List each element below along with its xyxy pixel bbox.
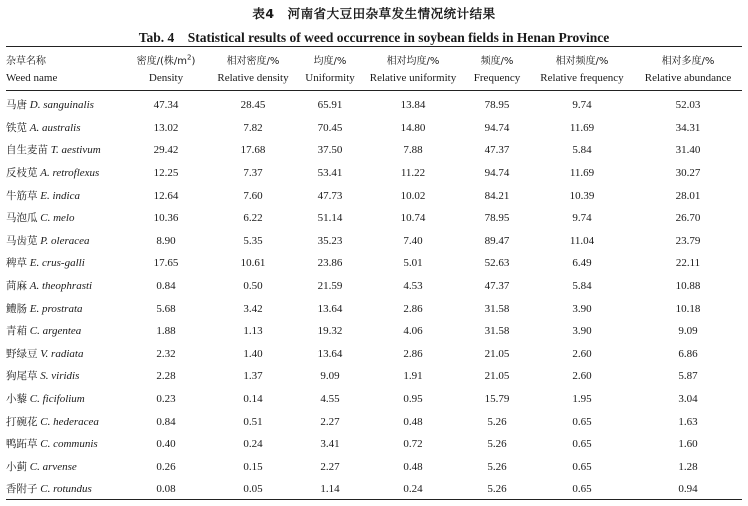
cell-relative-abundance: 52.03 xyxy=(675,99,701,112)
weed-chinese-name: 反枝苋 xyxy=(6,167,38,180)
cell-relative-density: 0.51 xyxy=(243,415,263,428)
weed-chinese-name: 马齿苋 xyxy=(6,234,38,247)
weed-scientific-name: C. rotundus xyxy=(40,483,92,496)
table-row xyxy=(6,343,742,366)
cell-relative-abundance: 28.01 xyxy=(675,189,701,202)
cell-relative-abundance: 10.18 xyxy=(675,302,701,315)
table-row xyxy=(6,297,742,320)
cell-relative-abundance: 0.94 xyxy=(678,483,698,496)
cell-relative-frequency: 0.65 xyxy=(572,438,592,451)
cell-density: 0.23 xyxy=(156,393,176,406)
cell-density: 2.28 xyxy=(156,370,176,383)
weed-scientific-name: A. theophrasti xyxy=(29,280,93,293)
cell-weed-name xyxy=(6,139,124,162)
cell-relative-uniformity: 0.24 xyxy=(403,483,423,496)
weed-chinese-name: 稗草 xyxy=(6,257,27,270)
cell-relative-frequency: 5.84 xyxy=(572,144,592,157)
weed-scientific-name: E. crus-galli xyxy=(29,257,85,270)
cell-weed-name xyxy=(6,252,124,275)
cell-relative-frequency: 0.65 xyxy=(572,460,592,473)
weed-scientific-name: C. melo xyxy=(40,212,75,225)
table-row xyxy=(6,252,742,275)
cell-relative-frequency: 0.65 xyxy=(572,415,592,428)
cell-density: 0.08 xyxy=(156,483,176,496)
cell-relative-frequency: 3.90 xyxy=(572,325,592,338)
cell-density: 12.25 xyxy=(153,167,179,180)
cell-relative-frequency: 2.60 xyxy=(572,347,592,360)
cell-weed-name xyxy=(6,275,124,298)
cell-weed-name xyxy=(6,184,124,207)
cell-relative-density: 7.60 xyxy=(243,189,263,202)
cell-relative-density: 7.37 xyxy=(243,167,263,180)
cell-relative-frequency: 6.49 xyxy=(572,257,592,270)
table-row xyxy=(6,478,742,501)
table-row xyxy=(6,162,742,185)
weed-chinese-name: 牛筋草 xyxy=(6,189,38,202)
cell-uniformity: 47.73 xyxy=(317,189,343,202)
cell-frequency: 5.26 xyxy=(487,483,507,496)
table-row xyxy=(6,365,742,388)
cell-relative-abundance: 1.28 xyxy=(678,460,698,473)
cell-relative-frequency: 1.95 xyxy=(572,393,592,406)
cell-relative-uniformity: 11.22 xyxy=(400,167,426,180)
cell-relative-uniformity: 10.02 xyxy=(400,189,426,202)
cell-uniformity: 70.45 xyxy=(317,121,343,134)
weed-chinese-name: 香附子 xyxy=(6,483,38,496)
table-row xyxy=(6,320,742,343)
header-row xyxy=(6,51,742,91)
cell-frequency: 84.21 xyxy=(484,189,510,202)
cell-relative-density: 3.42 xyxy=(243,302,263,315)
cell-frequency: 52.63 xyxy=(484,257,510,270)
column-header-uniformity: 均度/% Uniformity xyxy=(305,56,355,84)
cell-density: 5.68 xyxy=(156,302,176,315)
cell-weed-name xyxy=(6,297,124,320)
table-row xyxy=(6,230,742,253)
cell-frequency: 94.74 xyxy=(484,167,510,180)
cell-relative-uniformity: 7.88 xyxy=(403,144,423,157)
weed-chinese-name: 打碗花 xyxy=(6,415,38,428)
cell-weed-name xyxy=(6,207,124,230)
cell-relative-density: 1.13 xyxy=(243,325,263,338)
cell-uniformity: 13.64 xyxy=(317,347,343,360)
weed-chinese-name: 野绿豆 xyxy=(6,347,38,360)
cell-density: 0.84 xyxy=(156,415,176,428)
cell-relative-frequency: 11.04 xyxy=(569,234,595,247)
weed-scientific-name: D. sanguinalis xyxy=(29,99,94,112)
cell-uniformity: 19.32 xyxy=(317,325,343,338)
table-row xyxy=(6,456,742,479)
weed-chinese-name: 自生麦苗 xyxy=(6,144,48,157)
table-row xyxy=(6,410,742,433)
top-rule xyxy=(6,46,742,47)
cell-uniformity: 2.27 xyxy=(320,415,340,428)
cell-relative-density: 10.61 xyxy=(240,257,266,270)
cell-relative-frequency: 3.90 xyxy=(572,302,592,315)
cell-relative-frequency: 10.39 xyxy=(569,189,595,202)
weed-scientific-name: C. ficifolium xyxy=(29,393,85,406)
cell-frequency: 5.26 xyxy=(487,438,507,451)
cell-relative-density: 1.37 xyxy=(243,370,263,383)
cell-density: 0.40 xyxy=(156,438,176,451)
cell-weed-name xyxy=(6,117,124,140)
cell-relative-frequency: 0.65 xyxy=(572,483,592,496)
cell-uniformity: 13.64 xyxy=(317,302,343,315)
cell-relative-density: 6.22 xyxy=(243,212,263,225)
cell-weed-name xyxy=(6,230,124,253)
weed-scientific-name: P. oleracea xyxy=(40,234,90,247)
cell-frequency: 47.37 xyxy=(484,144,510,157)
weed-scientific-name: C. arvense xyxy=(29,460,77,473)
cell-relative-abundance: 30.27 xyxy=(675,167,701,180)
cell-density: 12.64 xyxy=(153,189,179,202)
column-header-frequency: 频度/% Frequency xyxy=(473,56,521,84)
cell-frequency: 5.26 xyxy=(487,415,507,428)
weed-scientific-name: C. communis xyxy=(40,438,98,451)
weed-chinese-name: 铁苋 xyxy=(6,121,27,134)
cell-frequency: 89.47 xyxy=(484,234,510,247)
cell-relative-density: 0.50 xyxy=(243,280,263,293)
cell-frequency: 31.58 xyxy=(484,325,510,338)
table-row xyxy=(6,207,742,230)
cell-relative-abundance: 6.86 xyxy=(678,347,698,360)
cell-uniformity: 65.91 xyxy=(317,99,343,112)
cell-relative-uniformity: 0.95 xyxy=(403,393,423,406)
cell-relative-frequency: 11.69 xyxy=(569,167,595,180)
weed-chinese-name: 小蓟 xyxy=(6,460,27,473)
cell-relative-uniformity: 4.53 xyxy=(403,280,423,293)
column-header-relative-abundance: 相对多度/% Relative abundance xyxy=(644,56,732,84)
cell-uniformity: 53.41 xyxy=(317,167,343,180)
weed-chinese-name: 马唐 xyxy=(6,99,27,112)
cell-relative-uniformity: 7.40 xyxy=(403,234,423,247)
cell-density: 47.34 xyxy=(153,99,179,112)
cell-relative-uniformity: 1.91 xyxy=(403,370,423,383)
cell-relative-uniformity: 10.74 xyxy=(400,212,426,225)
column-header-relative-uniformity: 相对均度/% Relative uniformity xyxy=(369,56,457,84)
cell-frequency: 21.05 xyxy=(484,347,510,360)
cell-relative-uniformity: 2.86 xyxy=(403,347,423,360)
cell-relative-uniformity: 13.84 xyxy=(400,99,426,112)
cell-relative-density: 0.15 xyxy=(243,460,263,473)
cell-relative-density: 0.14 xyxy=(243,393,263,406)
cell-frequency: 5.26 xyxy=(487,460,507,473)
cell-frequency: 47.37 xyxy=(484,280,510,293)
cell-relative-density: 0.05 xyxy=(243,483,263,496)
cell-uniformity: 1.14 xyxy=(320,483,340,496)
cell-relative-uniformity: 2.86 xyxy=(403,302,423,315)
cell-uniformity: 23.86 xyxy=(317,257,343,270)
weed-scientific-name: C. argentea xyxy=(29,325,82,338)
cell-weed-name xyxy=(6,410,124,433)
table-row xyxy=(6,433,742,456)
cell-density: 13.02 xyxy=(153,121,179,134)
cell-relative-abundance: 34.31 xyxy=(675,121,701,134)
cell-weed-name xyxy=(6,91,124,117)
column-header-relative-frequency: 相对频度/% Relative frequency xyxy=(540,56,624,84)
column-header-density: 密度/(株$/m^2$) Density xyxy=(136,53,196,84)
cell-relative-abundance: 1.63 xyxy=(678,415,698,428)
cell-uniformity: 4.55 xyxy=(320,393,340,406)
weed-scientific-name: T. aestivum xyxy=(50,144,101,157)
cell-weed-name xyxy=(6,433,124,456)
cell-frequency: 31.58 xyxy=(484,302,510,315)
cell-weed-name xyxy=(6,456,124,479)
cell-relative-frequency: 11.69 xyxy=(569,121,595,134)
weed-chinese-name: 小藜 xyxy=(6,393,27,406)
table-row xyxy=(6,117,742,140)
weed-chinese-name: 苘麻 xyxy=(6,280,27,293)
cell-density: 2.32 xyxy=(156,347,176,360)
cell-density: 1.88 xyxy=(156,325,176,338)
cell-density: 0.26 xyxy=(156,460,176,473)
weed-scientific-name: C. hederacea xyxy=(40,415,99,428)
cell-relative-density: 0.24 xyxy=(243,438,263,451)
cell-weed-name xyxy=(6,478,124,501)
cell-relative-uniformity: 0.72 xyxy=(403,438,423,451)
weed-statistics-table xyxy=(6,51,742,501)
weed-chinese-name: 鳢肠 xyxy=(6,302,27,315)
cell-uniformity: 9.09 xyxy=(320,370,340,383)
weed-scientific-name: E. indica xyxy=(40,189,80,202)
cell-relative-density: 28.45 xyxy=(240,99,266,112)
column-header-weed-name: 杂草名称 Weed name xyxy=(6,56,58,84)
cell-frequency: 94.74 xyxy=(484,121,510,134)
weed-scientific-name: A. australis xyxy=(29,121,81,134)
table-row xyxy=(6,91,742,117)
cell-relative-frequency: 5.84 xyxy=(572,280,592,293)
cell-relative-abundance: 5.87 xyxy=(678,370,698,383)
cell-density: 10.36 xyxy=(153,212,179,225)
cell-weed-name xyxy=(6,162,124,185)
weed-scientific-name: S. viridis xyxy=(40,370,80,383)
cell-relative-frequency: 2.60 xyxy=(572,370,592,383)
weed-scientific-name: E. prostrata xyxy=(29,302,83,315)
table-title-chinese: 表4 河南省大豆田杂草发生情况统计结果 xyxy=(252,6,496,21)
table-row xyxy=(6,139,742,162)
cell-relative-abundance: 26.70 xyxy=(675,212,701,225)
cell-relative-density: 7.82 xyxy=(243,121,263,134)
weed-chinese-name: 马泡瓜 xyxy=(6,212,38,225)
table-row xyxy=(6,388,742,411)
cell-relative-abundance: 31.40 xyxy=(675,144,701,157)
cell-density: 29.42 xyxy=(153,144,179,157)
cell-relative-uniformity: 4.06 xyxy=(403,325,423,338)
cell-relative-frequency: 9.74 xyxy=(572,99,592,112)
table-row xyxy=(6,275,742,298)
cell-uniformity: 37.50 xyxy=(317,144,343,157)
cell-frequency: 78.95 xyxy=(484,99,510,112)
cell-uniformity: 35.23 xyxy=(317,234,343,247)
cell-weed-name xyxy=(6,320,124,343)
cell-uniformity: 21.59 xyxy=(317,280,343,293)
cell-relative-density: 5.35 xyxy=(243,234,263,247)
table-title-english: Tab. 4 Statistical results of weed occurrence in soybean fields in Henan Province xyxy=(138,30,610,45)
cell-relative-density: 17.68 xyxy=(240,144,266,157)
table-body xyxy=(6,91,742,501)
cell-relative-abundance: 9.09 xyxy=(678,325,698,338)
weed-chinese-name: 青葙 xyxy=(6,325,27,338)
cell-relative-abundance: 1.60 xyxy=(678,438,698,451)
cell-relative-abundance: 23.79 xyxy=(675,234,701,247)
cell-relative-uniformity: 0.48 xyxy=(403,460,423,473)
cell-frequency: 21.05 xyxy=(484,370,510,383)
cell-density: 0.84 xyxy=(156,280,176,293)
cell-weed-name xyxy=(6,343,124,366)
cell-relative-uniformity: 14.80 xyxy=(400,121,426,134)
cell-relative-abundance: 22.11 xyxy=(675,257,701,270)
cell-density: 8.90 xyxy=(156,234,176,247)
cell-relative-density: 1.40 xyxy=(243,347,263,360)
cell-uniformity: 51.14 xyxy=(317,212,343,225)
cell-relative-abundance: 3.04 xyxy=(678,393,698,406)
cell-uniformity: 3.41 xyxy=(320,438,340,451)
cell-weed-name xyxy=(6,365,124,388)
weed-chinese-name: 狗尾草 xyxy=(6,370,38,383)
cell-frequency: 78.95 xyxy=(484,212,510,225)
table-row xyxy=(6,184,742,207)
weed-scientific-name: V. radiata xyxy=(40,347,84,360)
cell-relative-uniformity: 5.01 xyxy=(403,257,423,270)
column-header-relative-density: 相对密度/% Relative density xyxy=(217,56,289,84)
cell-uniformity: 2.27 xyxy=(320,460,340,473)
cell-relative-abundance: 10.88 xyxy=(675,280,701,293)
weed-scientific-name: A. retroflexus xyxy=(40,167,100,180)
cell-frequency: 15.79 xyxy=(484,393,510,406)
cell-relative-frequency: 9.74 xyxy=(572,212,592,225)
cell-density: 17.65 xyxy=(153,257,179,270)
weed-chinese-name: 鸭跖草 xyxy=(6,438,38,451)
cell-relative-uniformity: 0.48 xyxy=(403,415,423,428)
cell-weed-name xyxy=(6,388,124,411)
